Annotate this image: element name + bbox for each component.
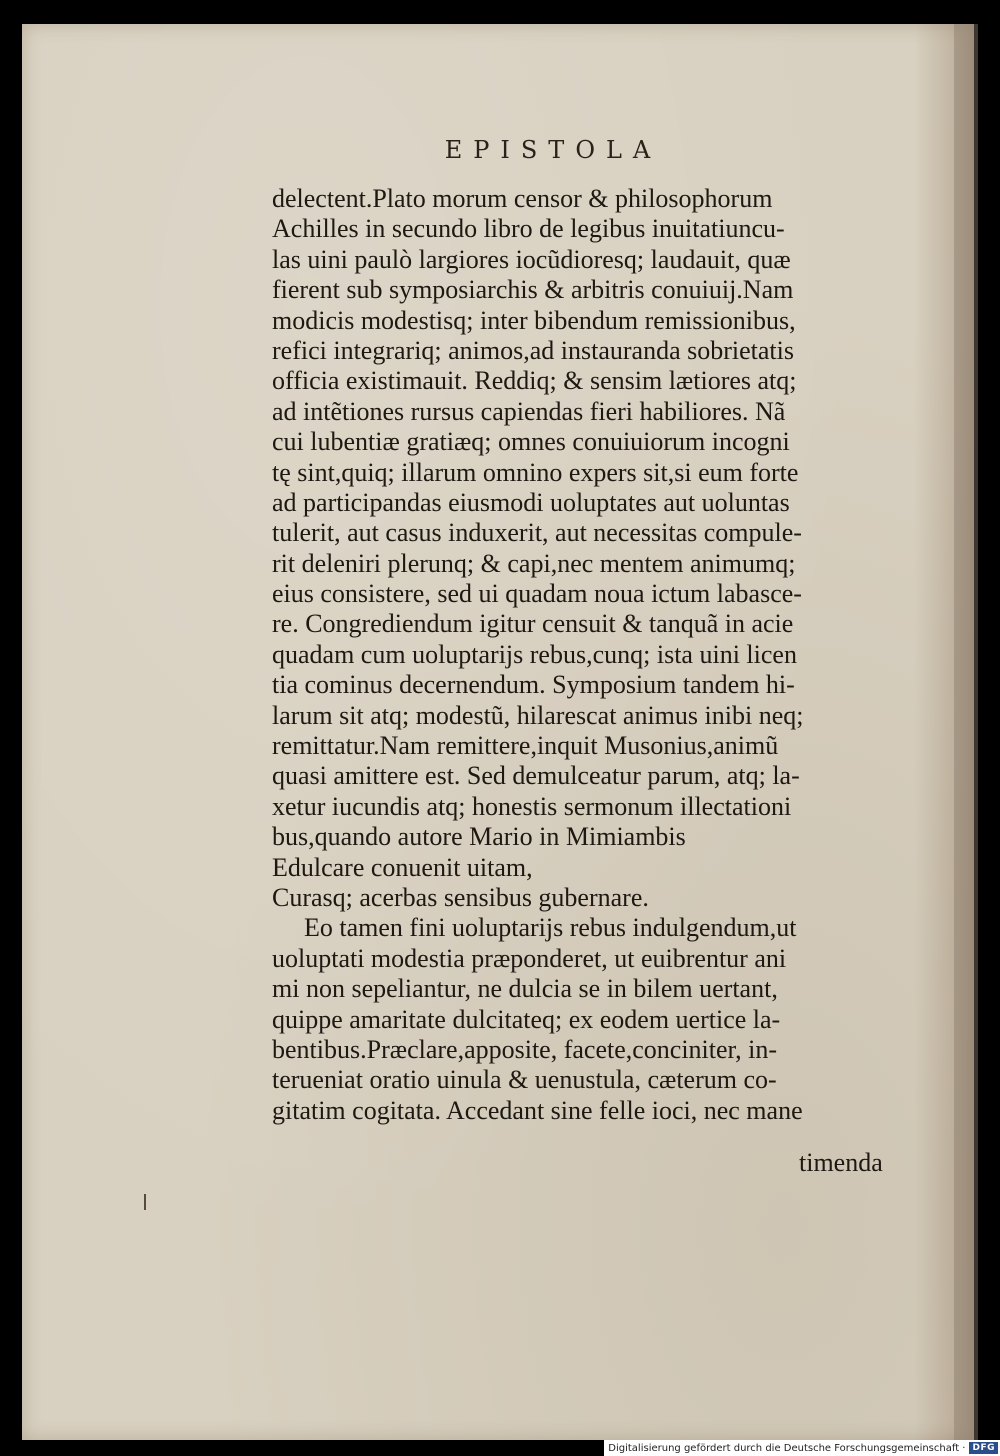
text-line: ad intẽtiones rursus capiendas fieri habiliores. Nã bbox=[272, 396, 786, 426]
dfg-logo-icon: DFG bbox=[969, 1442, 998, 1454]
footer-credit-text: Digitalisierung gefördert durch die Deutsche Forschungsgemeinschaft · bbox=[608, 1442, 966, 1454]
running-head: EPISTOLA bbox=[444, 136, 662, 164]
text-line: ad participandas eiusmodi uoluptates aut uoluntas bbox=[272, 487, 790, 517]
digitization-footer bbox=[604, 1440, 1000, 1456]
catchword: timenda bbox=[799, 1148, 883, 1177]
text-line: eius consistere, sed ui quadam noua ictum labasce- bbox=[272, 579, 802, 609]
verse-line: Edulcare conuenit uitam, bbox=[272, 852, 533, 882]
text-line: tę sint,quiq; illarum omnino expers sit,si eum forte bbox=[272, 457, 799, 487]
text-line: Achilles in secundo libro de legibus inuitatiuncu- bbox=[272, 214, 785, 244]
text-line: quasi amittere est. Sed demulceatur parum, atq; la- bbox=[272, 761, 800, 791]
verse-line: Curasq; acerbas sensibus gubernare. bbox=[272, 882, 649, 912]
text-line: bus,quando autore Mario in Mimiambis bbox=[272, 822, 686, 852]
text-line: officia existimauit. Reddiq; & sensim lætiores atq; bbox=[272, 366, 797, 396]
text-line: re. Congrediendum igitur censuit & tanquã in acie bbox=[272, 609, 794, 639]
text-line: fierent sub symposiarchis & arbitris conuiuij.Nam bbox=[272, 275, 794, 305]
text-line: las uini paulò largiores iocũdioresq; laudauit, quæ bbox=[272, 244, 791, 274]
text-line: mi non sepeliantur, ne dulcia se in bilem uertant, bbox=[272, 974, 778, 1004]
margin-mark bbox=[144, 1194, 146, 1210]
text-line: uoluptati modestia præponderet, ut euibrentur ani bbox=[272, 943, 787, 973]
text-line: refici integrariq; animos,ad instauranda sobrietatis bbox=[272, 335, 794, 365]
page-edge-shadow bbox=[914, 24, 974, 1440]
text-line: gitatim cogitata. Accedant sine felle ioci, nec mane bbox=[272, 1095, 803, 1125]
text-line: modicis modestisq; inter bibendum remissionibus, bbox=[272, 305, 796, 335]
text-line: larum sit atq; modestũ, hilarescat animus inibi neq; bbox=[272, 700, 804, 730]
text-line: terueniat oratio uinula & uenustula, cæterum co- bbox=[272, 1065, 777, 1095]
text-line: rit deleniri plerunq; & capi,nec mentem animumq; bbox=[272, 548, 796, 578]
text-line: xetur iucundis atq; honestis sermonum illectationi bbox=[272, 791, 792, 821]
text-line: tia cominus decernendum. Symposium tandem hi- bbox=[272, 670, 795, 700]
text-line: quippe amaritate dulcitateq; ex eodem uertice la- bbox=[272, 1004, 781, 1034]
text-line: cui lubentiæ gratiæq; omnes conuiuiorum incogni bbox=[272, 427, 790, 457]
text-line: quadam cum uoluptarijs rebus,cunq; ista uini licen bbox=[272, 639, 797, 669]
text-line: tulerit, aut casus induxerit, aut necessitas compule- bbox=[272, 518, 802, 548]
body-text bbox=[272, 184, 912, 1126]
paragraph-start-line: Eo tamen fini uoluptarijs rebus indulgendum,ut bbox=[304, 913, 797, 943]
text-line: bentibus.Præclare,apposite, facete,conciniter, in- bbox=[272, 1034, 778, 1064]
text-line: delectent.Plato morum censor & philosophorum bbox=[272, 184, 773, 213]
book-page bbox=[22, 24, 974, 1440]
text-line: remittatur.Nam remittere,inquit Musonius,animũ bbox=[272, 731, 779, 761]
